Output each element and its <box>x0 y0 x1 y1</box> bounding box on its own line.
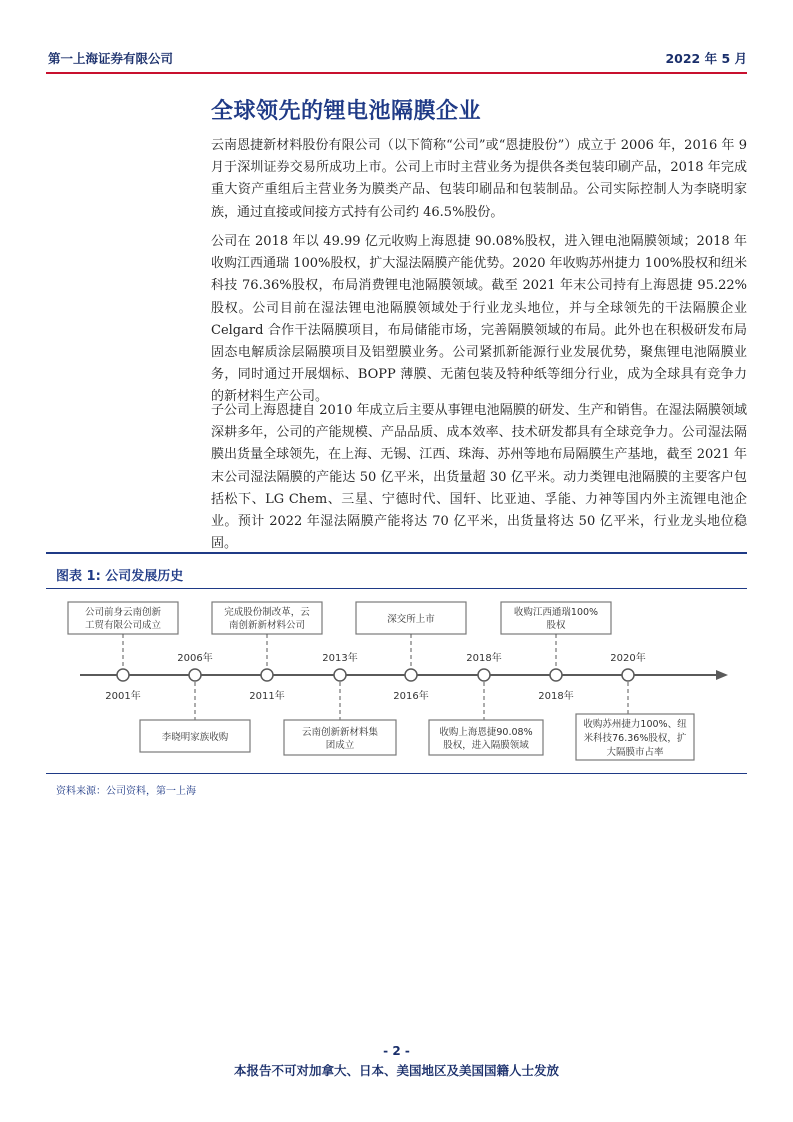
event-text: 大隔膜市占率 <box>606 747 664 758</box>
event-node <box>261 669 273 681</box>
event-text: 收购江西通瑞100% <box>513 607 599 618</box>
timeline-event-2020 <box>576 651 694 760</box>
event-year: 2011年 <box>249 691 285 702</box>
event-text: 公司前身云南创新 <box>84 607 162 618</box>
event-text: 收购上海恩捷90.08% <box>439 727 533 738</box>
event-text: 南创新新材料公司 <box>228 620 306 631</box>
event-year: 2013年 <box>322 653 358 664</box>
event-node <box>478 669 490 681</box>
event-node <box>334 669 346 681</box>
timeline-event-2011 <box>212 602 322 702</box>
event-node <box>622 669 634 681</box>
figure-title: 图表 1: 公司发展历史 <box>56 569 184 584</box>
timeline-event-2018-b <box>501 602 611 702</box>
event-text: 收购苏州捷力100%、纽 <box>583 719 687 730</box>
event-text: 李晓明家族收购 <box>161 732 229 743</box>
event-text: 米科技76.36%股权，扩 <box>583 733 687 744</box>
paragraph-3: 子公司上海恩捷自 2010 年成立后主要从事锂电池隔膜的研发、生产和销售。在湿法隔膜领域深耕多年，公司的产能规模、产品品质、成本效率、技术研发都具有全球竞争力。公司湿法隔膜出货量全球领先，在上海、无锡、江西、珠海、苏州等地布局隔膜生产基地，截至 2021 年末公司湿法隔膜的产能达 50 亿平米，出货量超 30 亿平米。动力类锂电池隔膜的主要客户包括松下、LG Chem、三星、宁德时代、国轩、比亚迪、孚能、力神等国内外主流锂电池企业。预计 2022 年湿法隔膜产能将达 70 亿平米，出货量将达 50 亿平米，行业龙头地位稳固。 <box>211 403 747 552</box>
footer-disclaimer: 本报告不可对加拿大、日本、美国地区及美国国籍人士发放 <box>233 1063 559 1078</box>
event-year: 2020年 <box>610 653 646 664</box>
event-text: 完成股份制改革，云 <box>224 607 310 618</box>
figure-bottom-rule <box>46 773 747 774</box>
section-title: 全球领先的锂电池隔膜企业 <box>211 99 482 124</box>
paragraph-2: 公司在 2018 年以 49.99 亿元收购上海恩捷 90.08%股权，进入锂电池隔膜领域；2018 年收购江西通瑞 100%股权，扩大湿法隔膜产能优势。2020 年收购苏州捷力 100%股权和纽米科技 76.36%股权，布局消费锂电池隔膜领域。截至 2021 年末公司持有上海恩捷 95.22%股权。公司目前在湿法锂电池隔膜领域处于行业龙头地位，并与全球领先的干法隔膜企业 Celgard 合作干法隔膜项目，布局储能市场，完善隔膜领域的布局。此外也在积极研发布局固态电解质涂层隔膜项目及铝塑膜业务。公司紧抓新能源行业发展优势，聚焦锂电池隔膜业务，同时通过开展烟标、BOPP 薄膜、无菌包装及特种纸等细分行业，成为全球具有竞争力的新材料生产公司。 <box>211 234 747 405</box>
timeline-event-2016 <box>356 602 466 702</box>
event-year: 2018年 <box>466 653 502 664</box>
timeline-event-2013 <box>284 651 396 755</box>
event-node <box>550 669 562 681</box>
figure-source: 资料来源：公司资料，第一上海 <box>56 786 196 797</box>
timeline-figure <box>46 590 747 770</box>
event-year: 2016年 <box>393 691 429 702</box>
event-year: 2006年 <box>177 653 213 664</box>
event-text: 深交所上市 <box>387 614 435 625</box>
event-node <box>405 669 417 681</box>
timeline-event-2018-a <box>429 651 543 755</box>
header-rule <box>46 72 747 74</box>
event-year: 2018年 <box>538 691 574 702</box>
event-node <box>189 669 201 681</box>
event-text: 股权，进入隔膜领域 <box>443 740 529 751</box>
header-company: 第一上海证券有限公司 <box>48 51 174 66</box>
timeline-event-2006 <box>140 651 250 752</box>
figure-title-rule <box>46 588 747 589</box>
timeline-event-2001 <box>68 602 178 702</box>
paragraph-1: 云南恩捷新材料股份有限公司（以下简称“公司”或“恩捷股份”）成立于 2006 年，2016 年 9 月于深圳证券交易所成功上市。公司上市时主营业务为提供各类包装印刷产品，2018 年完成重大资产重组后主营业务为膜类产品、包装印刷品和包装制品。公司实际控制人为李晓明家族，通过直接或间接方式持有公司约 46.5%股份。 <box>211 138 747 220</box>
event-year: 2001年 <box>105 691 141 702</box>
timeline-arrow-head <box>716 670 728 680</box>
event-text: 工贸有限公司成立 <box>84 620 162 631</box>
figure-top-rule <box>46 552 747 554</box>
page-number: - 2 - <box>383 1044 410 1058</box>
event-text: 云南创新新材料集 <box>301 727 379 738</box>
header-date: 2022 年 5 月 <box>665 51 747 66</box>
event-text: 团成立 <box>325 740 355 751</box>
event-node <box>117 669 129 681</box>
event-text: 股权 <box>546 620 566 631</box>
